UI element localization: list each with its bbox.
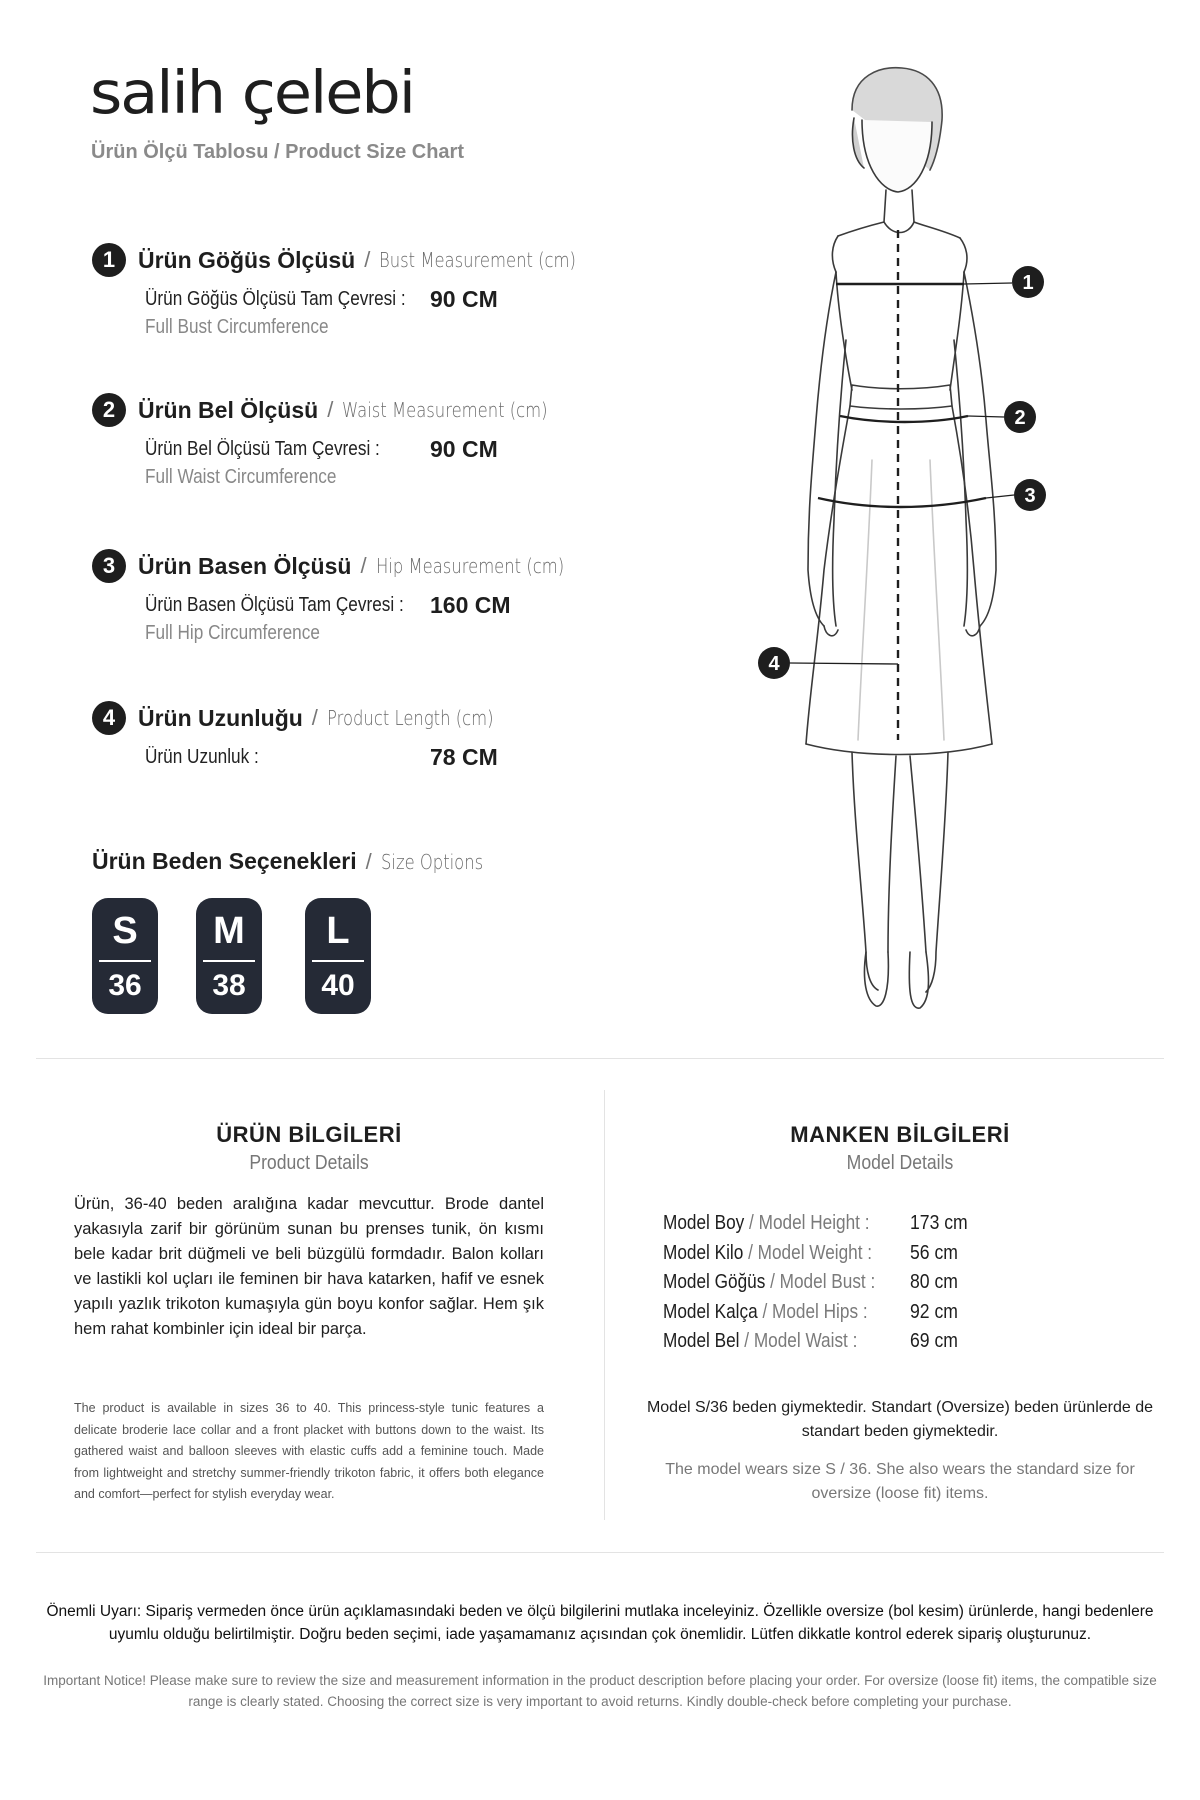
slash-divider: / — [365, 848, 372, 874]
size-options-title-en: Size Options — [380, 849, 483, 874]
model-stat-row: Model Kilo / Model Weight : 56 cm — [663, 1241, 958, 1264]
marker-label: 3 — [1024, 485, 1036, 507]
model-stat-row: Model Göğüs / Model Bust : 80 cm — [663, 1271, 958, 1293]
measurement-waist — [92, 392, 612, 489]
size-number: 40 — [321, 969, 355, 1002]
measurement-bust — [92, 242, 612, 339]
product-description-tr: Ürün, 36-40 beden aralığına kadar mevcuttur. Brode dantel yakasıyla zarif bir görünüm sunan bu prenses tunik, ön kısmı bele kadar brit düğmeli ve beli büzgülü formdadır. Balon kolları ve lastikli kol uçları ile feminen bir hava katarken, hafif ve esnek yapılı yazlık trikoton kumaşıyla gün boyu konfor sağlar. Hem şık hem rahat kombinler için ideal bir parça. — [74, 1195, 544, 1338]
size-number: 38 — [212, 969, 246, 1002]
measurement-sub: Full Bust Circumference — [145, 316, 329, 338]
measurement-title-en: Product Length (cm) — [326, 706, 494, 730]
model-stat-label-tr: Model Kalça — [663, 1300, 758, 1323]
model-stat-value: 92 cm — [910, 1300, 958, 1323]
measurement-title: Ürün Bel Ölçüsü — [138, 396, 319, 423]
model-note-en: The model wears size S / 36. She also wears the standard size for oversize (loose fit) items. — [665, 1461, 1135, 1502]
product-details-title: ÜRÜN BİLGİLERİ — [216, 1122, 402, 1147]
measurement-hip — [92, 548, 612, 645]
marker-label: 2 — [1014, 407, 1026, 429]
slash-divider: / — [327, 397, 334, 422]
column-divider — [604, 1090, 605, 1520]
important-notice-en: Important Notice! Please make sure to review the size and measurement information in the product description before placing your order. For oversize (loose fit) items, the compatible size range is clearly stated. Choosing the correct size is very important to avoid returns. Kindly double-check before completing your purchase. — [43, 1673, 1157, 1709]
model-stat-label-tr: Model Kilo — [663, 1241, 744, 1264]
waist-line — [840, 416, 968, 422]
number-badge: 1 — [92, 243, 126, 277]
measurement-title-en: Waist Measurement (cm) — [342, 398, 548, 422]
size-chip-m[interactable] — [196, 898, 262, 1014]
measurement-title-en: Hip Measurement (cm) — [375, 554, 564, 578]
marker-3 — [1014, 479, 1046, 511]
model-stat-label-tr: Model Göğüs — [663, 1271, 766, 1293]
model-stat-label-tr: Model Bel — [663, 1330, 740, 1352]
product-description-en: The product is available in sizes 36 to 40. This princess-style tunic features a delicate broderie lace collar and a front placket with buttons down to the waist. Its gathered waist and balloon sleeves with elastic cuffs add a feminine touch. Made from lightweight and stretchy summer-friendly trikoton fabric, it offers both elegance and comfort—perfect for stylish everyday wear. — [74, 1401, 544, 1501]
size-options-title: Ürün Beden Seçenekleri — [92, 848, 357, 874]
model-stat-row: Model Bel / Model Waist : 69 cm — [663, 1330, 958, 1352]
measurement-title-en: Bust Measurement (cm) — [379, 248, 577, 272]
measurement-title: Ürün Göğüs Ölçüsü — [138, 246, 356, 273]
measurement-value: 160 CM — [430, 592, 511, 618]
measurement-length — [92, 700, 612, 774]
model-stat-label-en: Model Bust : — [779, 1271, 876, 1293]
size-letter: M — [213, 910, 245, 952]
page-subtitle: Ürün Ölçü Tablosu / Product Size Chart — [91, 141, 464, 163]
size-options-heading — [92, 848, 505, 875]
number-badge: 3 — [92, 549, 126, 583]
marker-2 — [1004, 401, 1036, 433]
marker-1 — [1012, 266, 1044, 298]
model-stat-value: 80 cm — [910, 1271, 958, 1293]
measurement-value: 78 CM — [430, 744, 498, 770]
slash-divider: / — [311, 705, 318, 730]
model-stats — [663, 1212, 1043, 1360]
model-details-title: MANKEN BİLGİLERİ — [790, 1122, 1010, 1147]
measurement-title: Ürün Basen Ölçüsü — [138, 552, 352, 579]
model-details-subtitle: Model Details — [846, 1152, 954, 1174]
measurement-sub: Full Waist Circumference — [145, 466, 337, 488]
size-chip-s[interactable] — [92, 898, 158, 1014]
number-badge: 4 — [92, 701, 126, 735]
model-stat-value: 56 cm — [910, 1241, 958, 1264]
measurement-title: Ürün Uzunluğu — [138, 704, 303, 731]
measurement-value: 90 CM — [430, 286, 498, 312]
section-divider — [36, 1552, 1164, 1553]
hip-line — [818, 498, 986, 507]
figure-outline — [806, 68, 996, 1008]
model-stat-row: Model Boy / Model Height : 173 cm — [663, 1212, 968, 1234]
measurement-sub: Full Hip Circumference — [145, 622, 320, 644]
marker-4 — [758, 647, 790, 679]
product-details-subtitle: Product Details — [249, 1152, 369, 1174]
model-stat-label-en: Model Weight : — [757, 1241, 873, 1264]
brand-logo: salih çelebi — [90, 57, 414, 128]
measurement-label: Ürün Göğüs Ölçüsü Tam Çevresi : — [145, 288, 406, 310]
section-divider — [36, 1058, 1164, 1059]
slash-divider: / — [360, 553, 367, 578]
model-stat-label-tr: Model Boy — [663, 1212, 745, 1234]
measurement-label: Ürün Bel Ölçüsü Tam Çevresi : — [145, 438, 380, 460]
model-illustration — [640, 40, 1160, 1030]
marker-label: 1 — [1022, 272, 1034, 294]
model-stat-label-en: Model Height : — [758, 1212, 870, 1234]
model-stat-value: 173 cm — [910, 1212, 968, 1234]
size-number: 36 — [108, 969, 142, 1002]
size-chip-l[interactable] — [305, 898, 371, 1014]
measurement-label: Ürün Basen Ölçüsü Tam Çevresi : — [145, 594, 404, 616]
marker-leaders — [790, 283, 1014, 664]
number-badge: 2 — [92, 393, 126, 427]
marker-label: 4 — [768, 653, 780, 675]
model-stat-label-en: Model Hips : — [772, 1300, 868, 1323]
important-notice-tr: Önemli Uyarı: Sipariş vermeden önce ürün açıklamasındaki beden ve ölçü bilgilerini mutlaka inceleyiniz. Özellikle oversize (bol kesim) ürünlerde, hangi bedenlere uyumlu olduğu belirtilmiştir. Doğru beden seçimi, iade yaşamamanız açısından çok önemlidir. Lütfen dikkatle kontrol ederek sipariş oluşturunuz. — [46, 1603, 1154, 1643]
measurement-label: Ürün Uzunluk : — [145, 746, 259, 768]
measurement-value: 90 CM — [430, 436, 498, 462]
size-letter: S — [112, 910, 138, 952]
model-stat-label-en: Model Waist : — [753, 1330, 858, 1352]
model-note-tr: Model S/36 beden giymektedir. Standart (Oversize) beden ürünlerde de standart beden giymektedir. — [646, 1399, 1154, 1440]
model-stat-value: 69 cm — [910, 1330, 958, 1352]
size-letter: L — [326, 910, 350, 952]
model-stat-row: Model Kalça / Model Hips : 92 cm — [663, 1300, 958, 1323]
slash-divider: / — [364, 247, 371, 272]
